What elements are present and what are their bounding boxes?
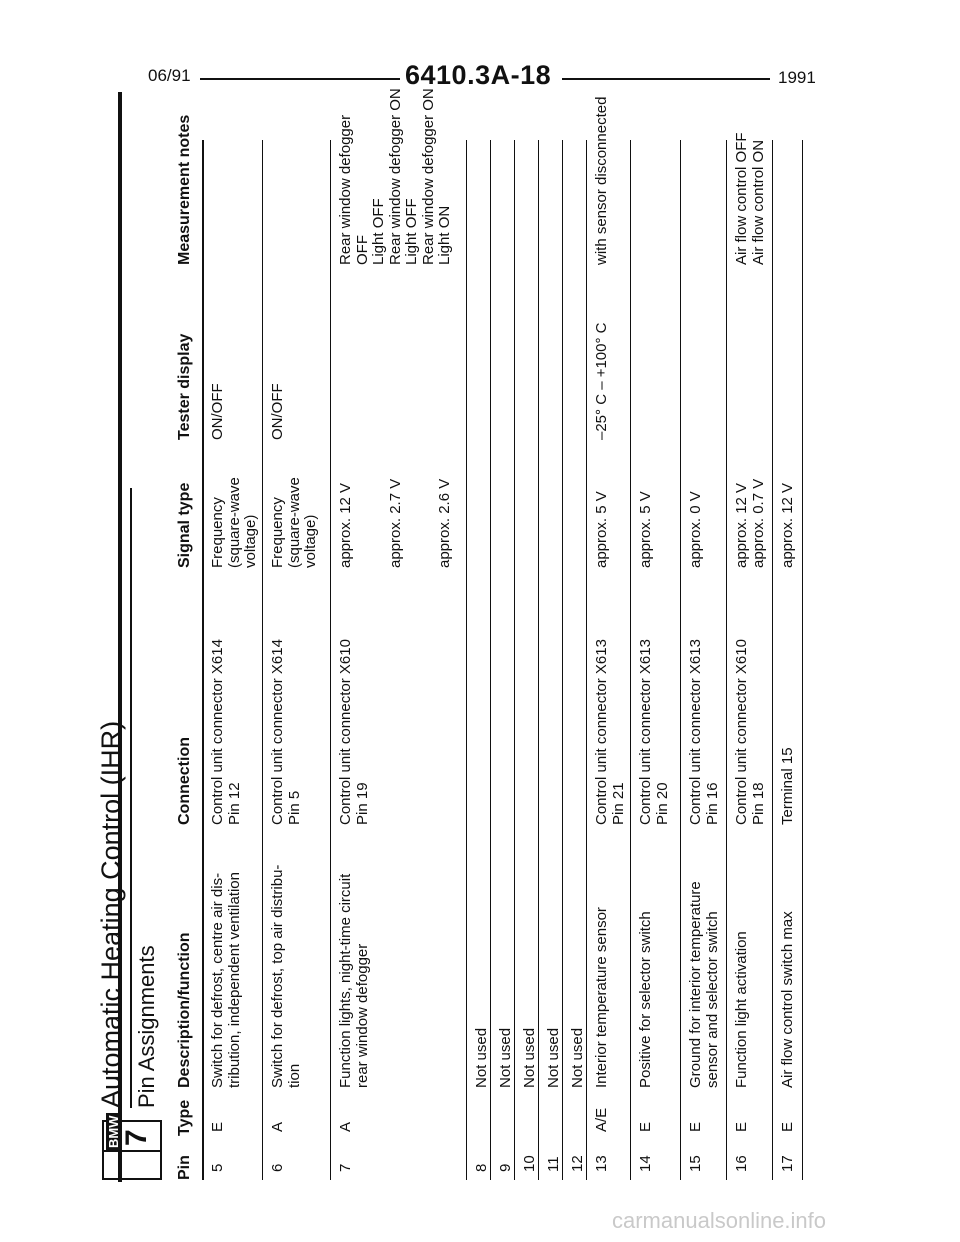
row-rule [466, 140, 467, 1180]
row-rule [490, 140, 491, 1180]
col-head-desc: Description/function [176, 932, 193, 1088]
cell-desc: Not used [521, 1027, 538, 1088]
row-rule [562, 140, 563, 1180]
header-date: 06/91 [148, 66, 191, 85]
cell-type: E [637, 1121, 654, 1132]
cell-conn: Control unit connector X613 Pin 16 [687, 639, 721, 825]
cell-pin: 6 [269, 1163, 286, 1172]
bmw-logo [102, 1115, 162, 1180]
cell-pin: 16 [733, 1155, 750, 1172]
watermark: carmanualsonline.info [612, 1208, 827, 1233]
row-rule [680, 140, 681, 1180]
cell-desc: Switch for defrost, top air distribu- tion [269, 864, 303, 1088]
cell-conn: Control unit connector X610 Pin 19 [337, 639, 371, 825]
header-year: 1991 [778, 68, 816, 87]
col-head-conn: Connection [176, 737, 193, 825]
cell-desc: Switch for defrost, centre air dis- tribution, independent ventilation [209, 872, 243, 1088]
cell-pin: 8 [473, 1163, 490, 1172]
cell-signal: Frequency (square-wave voltage) [269, 477, 319, 568]
row-rule [630, 140, 631, 1180]
logo-model: 7 [120, 1129, 153, 1146]
cell-conn: Control unit connector X610 Pin 18 [733, 639, 767, 825]
cell-pin: 9 [497, 1163, 514, 1172]
cell-notes: Air flow control OFF Air flow control ON [733, 132, 767, 265]
col-head-type: Type [176, 1099, 193, 1136]
row-rule [262, 140, 263, 1180]
cell-desc: Positive for selector switch [637, 911, 654, 1088]
cell-conn: Terminal 15 [779, 747, 796, 825]
cell-pin: 15 [687, 1155, 704, 1172]
cell-conn: Control unit connector X613 Pin 20 [637, 639, 671, 825]
cell-conn: Control unit connector X614 Pin 5 [269, 639, 303, 825]
cell-notes: with sensor disconnected [593, 96, 610, 265]
cell-tester: ON/OFF [209, 383, 226, 440]
cell-conn: Control unit connector X614 Pin 12 [209, 639, 243, 825]
cell-desc: Ground for interior temperature sensor and selector switch [687, 881, 721, 1088]
cell-desc: Interior temperature sensor [593, 907, 610, 1088]
cell-type: A/E [593, 1107, 610, 1132]
row-rule [586, 140, 587, 1180]
cell-type: A [269, 1121, 286, 1132]
cell-desc: Not used [497, 1027, 514, 1088]
col-head-tester: Tester display [176, 333, 193, 440]
cell-type: E [733, 1121, 750, 1132]
cell-signal: Frequency (square-wave voltage) [209, 477, 259, 568]
page-subtitle: Pin Assignments [134, 945, 159, 1108]
cell-notes: Rear window defogger OFF Light OFF Rear window defogger ON Light OFF Rear window defogger ON Light ON [337, 88, 453, 265]
cell-tester: ON/OFF [269, 383, 286, 440]
cell-tester: –25° C – +100° C [593, 322, 610, 440]
logo-panel [104, 1150, 160, 1178]
cell-pin: 5 [209, 1163, 226, 1172]
page-title: Automatic Heating Control (IHR) [96, 720, 126, 1108]
cell-type: E [779, 1121, 796, 1132]
cell-conn: Control unit connector X613 Pin 21 [593, 639, 627, 825]
header-code: 6410.3A-18 [405, 60, 552, 90]
cell-pin: 13 [593, 1155, 610, 1172]
row-rule [772, 140, 773, 1180]
row-rule [514, 140, 515, 1180]
cell-pin: 17 [779, 1155, 796, 1172]
cell-pin: 10 [521, 1155, 538, 1172]
cell-desc: Air flow control switch max [779, 911, 796, 1088]
cell-desc: Not used [473, 1027, 490, 1088]
cell-pin: 7 [337, 1163, 354, 1172]
row-rule [202, 140, 204, 1180]
cell-signal: approx. 5 V [637, 491, 654, 568]
cell-signal: approx. 0 V [687, 491, 704, 568]
col-head-pin: Pin [176, 1155, 193, 1180]
cell-signal: approx. 5 V [593, 491, 610, 568]
title-rule [130, 488, 132, 1108]
row-rule [726, 140, 727, 1180]
cell-type: E [687, 1121, 704, 1132]
cell-desc: Not used [545, 1027, 562, 1088]
cell-signal: approx. 12 V approx. 0.7 V [733, 478, 767, 568]
cell-desc: Not used [569, 1027, 586, 1088]
logo-brand: BMW [106, 1115, 121, 1148]
cell-desc: Function light activation [733, 931, 750, 1088]
cell-type: E [209, 1121, 226, 1132]
col-head-notes: Measurement notes [176, 114, 193, 265]
cell-signal: approx. 12 V [779, 482, 796, 568]
row-rule [802, 140, 803, 1180]
cell-signal: approx. 12 V approx. 2.7 V approx. 2.6 V [337, 478, 453, 568]
cell-pin: 14 [637, 1155, 654, 1172]
cell-pin: 12 [569, 1155, 586, 1172]
rotated-page [96, 88, 850, 1180]
row-rule [330, 140, 331, 1180]
row-rule [538, 140, 539, 1180]
col-head-signal: Signal type [176, 482, 193, 568]
cell-desc: Function lights, night-time circuit rear window defogger [337, 873, 371, 1088]
cell-pin: 11 [545, 1156, 562, 1172]
cell-type: A [337, 1121, 354, 1132]
